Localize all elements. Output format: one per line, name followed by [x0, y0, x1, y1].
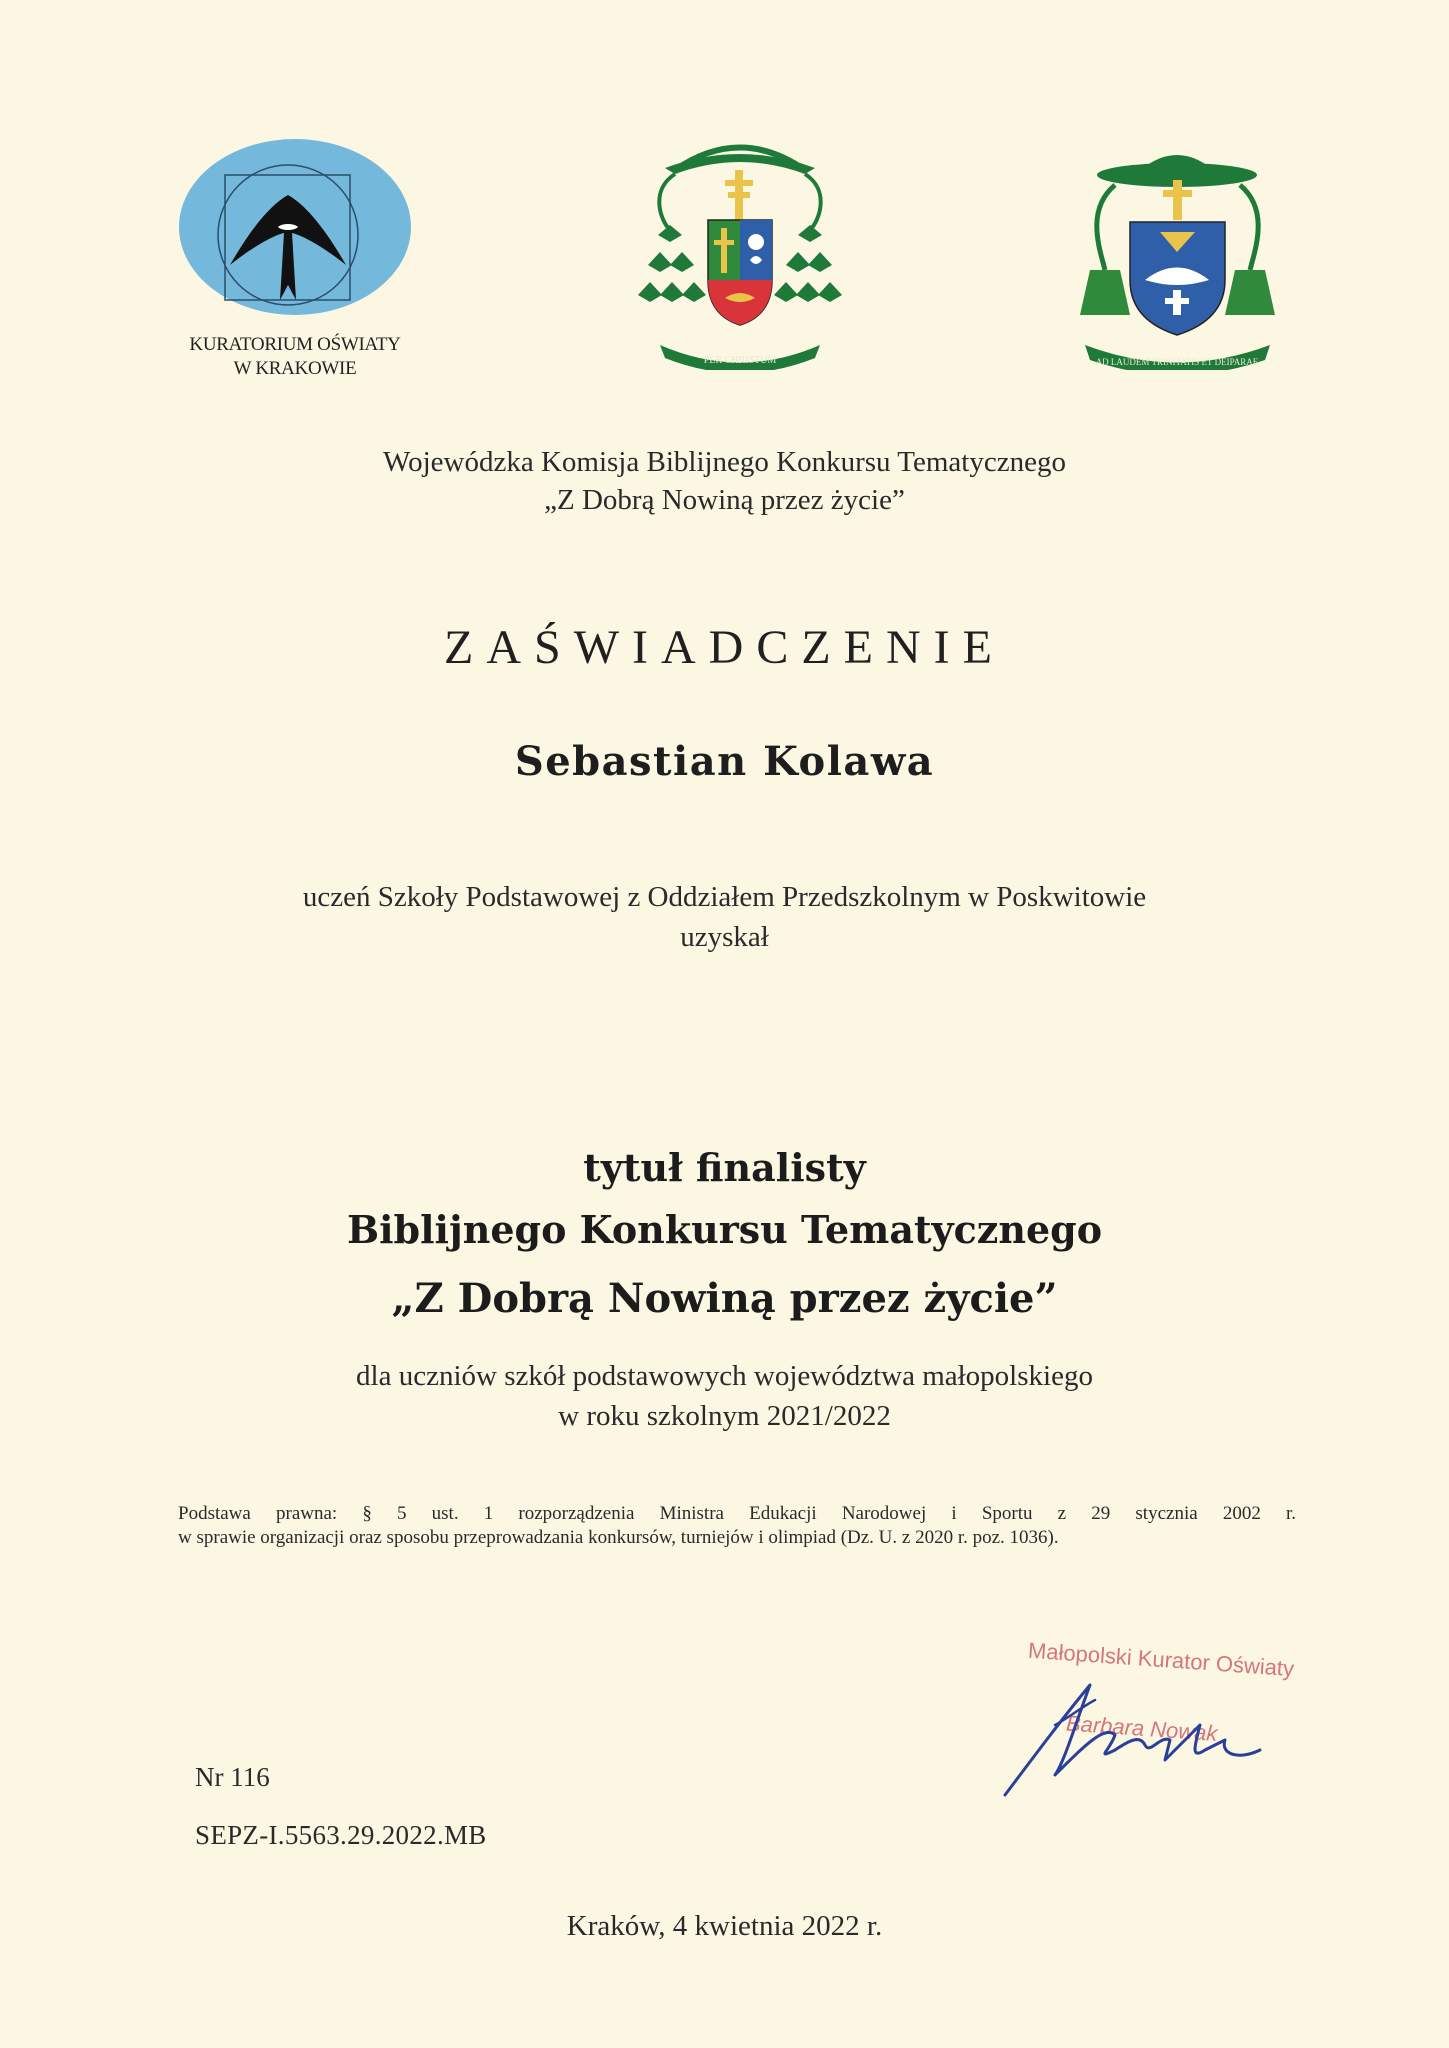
- coat1-motto: PER CHRISTUM: [703, 355, 777, 366]
- award-line2: Biblijnego Konkursu Tematycznego: [346, 1207, 1103, 1252]
- legal-basis: [178, 1502, 1296, 1550]
- bishop-coat-of-arms-1: [630, 130, 850, 370]
- bishop-coat-of-arms-2: [1075, 140, 1280, 370]
- handwritten-signature: [995, 1665, 1295, 1805]
- legal-line2: w sprawie organizacji oraz sposobu przeprowadzania konkursów, turniejów i olimpiad (Dz. U. z 2020 r. poz. 1036).: [178, 1527, 1059, 1548]
- committee-line2: „Z Dobrą Nowiną przez życie”: [544, 484, 905, 516]
- place-and-date: Kraków, 4 kwietnia 2022 r.: [566, 1910, 883, 1942]
- obtained-text: uzyskał: [680, 921, 769, 953]
- scope-text: [0, 1356, 1449, 1436]
- school-info: [0, 877, 1449, 957]
- school-line: uczeń Szkoły Podstawowej z Oddziałem Przedszkolnym w Poskwitowie: [302, 881, 1147, 913]
- committee-line1: Wojewódzka Komisja Biblijnego Konkursu Tematycznego: [383, 446, 1066, 478]
- header-logos: [0, 130, 1449, 390]
- stamp-line1: Małopolski Kurator Oświaty: [1027, 1637, 1295, 1682]
- contest-name: „Z Dobrą Nowiną przez życie”: [391, 1275, 1058, 1322]
- scope-line1: dla uczniów szkół podstawowych województwa małopolskiego: [356, 1360, 1093, 1392]
- coat-of-arms-icon: [1075, 140, 1280, 370]
- coat-of-arms-icon: [630, 130, 850, 370]
- scope-line2: w roku szkolnym 2021/2022: [558, 1400, 891, 1432]
- document-title: ZAŚWIADCZENIE: [444, 621, 1005, 674]
- reference-code: SEPZ-I.5563.29.2022.MB: [195, 1820, 487, 1850]
- stamp-line2: Barbara Nowak: [1065, 1710, 1219, 1747]
- kuratorium-logo: [170, 135, 420, 385]
- kuratorium-caption-line2: W KRAKOWIE: [233, 358, 357, 379]
- coat2-motto: AD LAUDEM TRINITATIS ET DEIPARAE: [1095, 357, 1259, 367]
- kuratorium-caption-line1: KURATORIUM OŚWIATY: [189, 334, 401, 355]
- committee-heading: [0, 443, 1449, 519]
- swallow-emblem-icon: [170, 135, 420, 335]
- kuratorium-caption: [170, 333, 420, 381]
- student-name: Sebastian Kolawa: [514, 738, 935, 785]
- legal-line1: Podstawa prawna: § 5 ust. 1 rozporządzenia Ministra Edukacji Narodowej i Sportu z 29 stycznia 2002 r.: [178, 1503, 1296, 1524]
- award-line1: tytuł finalisty: [583, 1145, 866, 1190]
- certificate-number: Nr 116: [195, 1762, 270, 1792]
- award-title: [0, 1137, 1449, 1261]
